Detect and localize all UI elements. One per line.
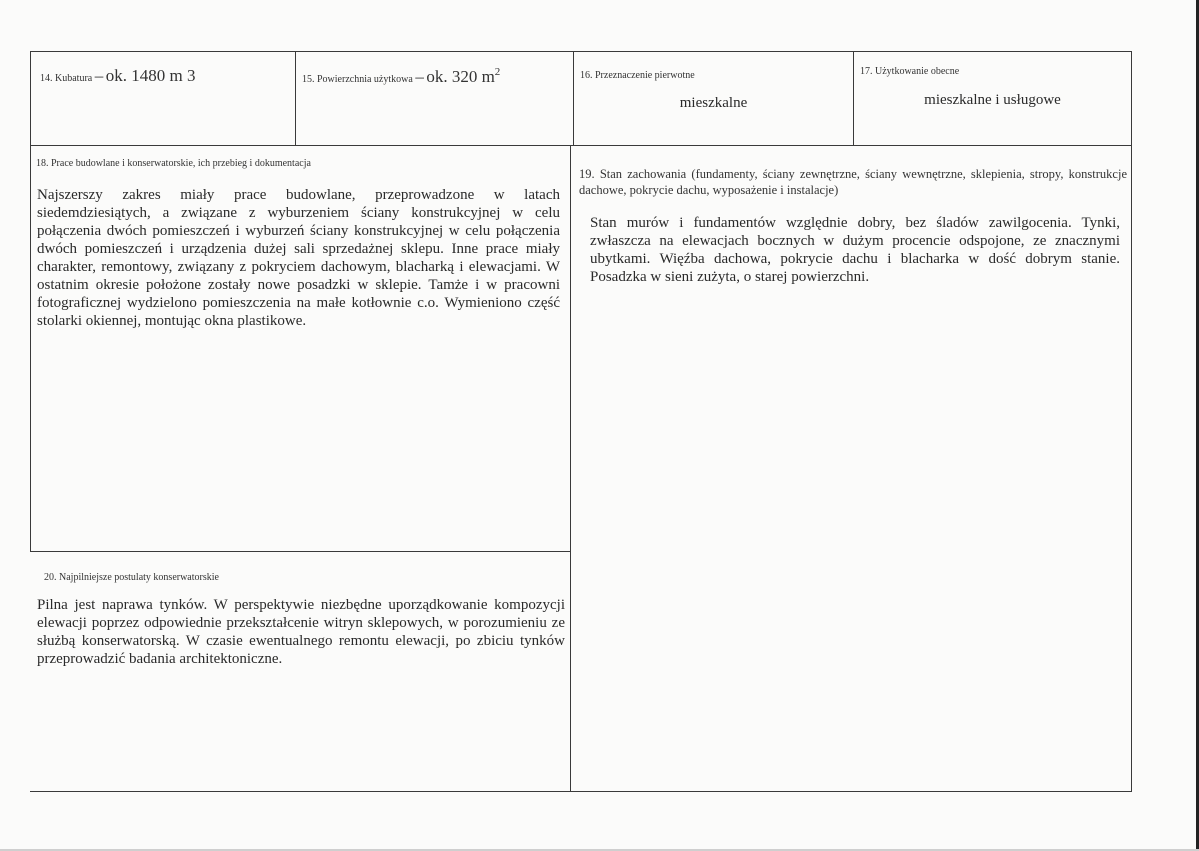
row1-bottom-border bbox=[30, 145, 1132, 146]
section18-bottom-border bbox=[30, 551, 571, 552]
powierzchnia-cell bbox=[302, 66, 500, 87]
kubatura-value: ok. 1480 m 3 bbox=[105, 66, 196, 85]
powierzchnia-dash: – bbox=[415, 67, 424, 86]
right-border bbox=[1131, 51, 1132, 792]
kubatura-cell bbox=[40, 66, 195, 86]
uzytkowanie-label: 17. Użytkowanie obecne bbox=[860, 66, 960, 77]
section20-label: 20. Najpilniejsze postulaty konserwatorskie bbox=[44, 572, 219, 583]
uzytkowanie-value: mieszkalne i usługowe bbox=[924, 92, 1061, 108]
left-border bbox=[30, 51, 31, 552]
section18-text: Najszerszy zakres miały prace budowlane, przeprowadzone w latach siedemdziesiątych, a związane z wyburzeniem ściany konstrukcyjnej w celu połączenia dwóch pomieszczeń i wyburzeń ściany konstrukcyjnej w celu połączenia dwóch pomieszczeń i urządzenia dużej sali sprzedażnej sklepu. Inne prace miały charakter, remontowy, związany z pokryciem dachowym, blacharką i elewacjami. W ostatnim okresie położone zostały nowe posadzki w sklepie. Tamże i w pracowni fotograficznej wydzielono pomieszczenia na małe kotłownie c.o. Wymieniono część stolarki okiennej, montując okna plastikowe. bbox=[37, 187, 560, 329]
powierzchnia-value: ok. 320 m bbox=[426, 67, 495, 86]
bottom-border bbox=[30, 791, 1132, 792]
powierzchnia-label: 15. Powierzchnia użytkowa bbox=[302, 74, 413, 85]
kubatura-label: 14. Kubatura bbox=[40, 73, 93, 84]
kubatura-dash: – bbox=[94, 66, 104, 85]
section18-label: 18. Prace budowlane i konserwatorskie, ich przebieg i dokumentacja bbox=[36, 158, 311, 169]
divider-middle bbox=[570, 145, 571, 792]
section20-text: Pilna jest naprawa tynków. W perspektywie niezbędne uporządkowanie kompozycji elewacji poprzez odpowiednie przekształcenie witryn sklepowych, w porozumieniu ze służbą konserwatorską. W czasie ewentualnego remontu elewacji, po zbiciu tynków przeprowadzić badania architektoniczne. bbox=[37, 597, 565, 667]
top-border bbox=[30, 51, 1132, 52]
powierzchnia-sup: 2 bbox=[494, 66, 501, 78]
section19-text: Stan murów i fundamentów względnie dobry, bez śladów zawilgocenia. Tynki, zwłaszcza na elewacjach bocznych w dużym procencie odspojone, ze znacznymi ubytkami. Więźba dachowa, pokrycie dachu i blacharka w dość dobrym stanie. Posadzka w sieni zużyta, o starej powierzchni. bbox=[590, 215, 1120, 285]
divider-14-15 bbox=[295, 51, 296, 145]
section19-label: 19. Stan zachowania (fundamenty, ściany zewnętrzne, ściany wewnętrzne, sklepienia, stropy, konstrukcje dachowe, pokrycie dachu, wyposażenie i instalacje) bbox=[579, 167, 1127, 197]
przeznaczenie-value: mieszkalne bbox=[679, 95, 748, 111]
przeznaczenie-label: 16. Przeznaczenie pierwotne bbox=[580, 70, 695, 81]
